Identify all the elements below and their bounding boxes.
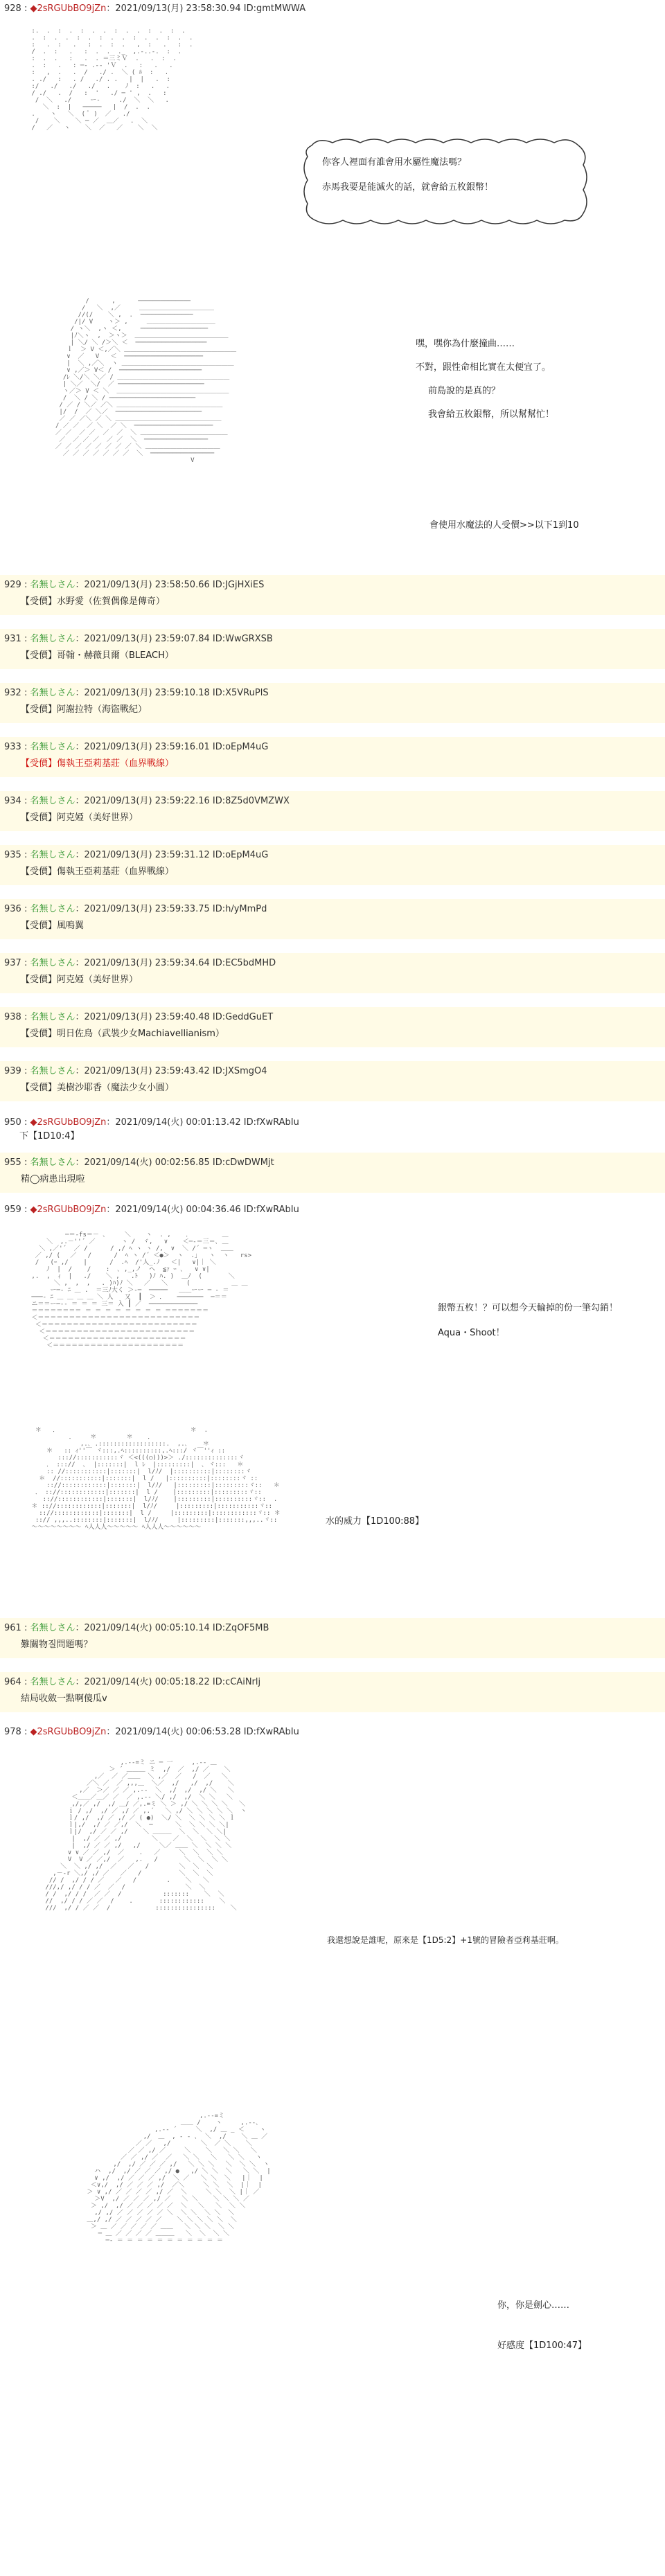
poster-name[interactable]: 名無しさん — [30, 1157, 76, 1168]
dialogue-line: 銀幣五枚！？可以想今天輪掉的份一筆勾銷！ — [438, 1303, 619, 1313]
reply-body: 【受價】明日佐鳥（武裝少女Machiavellianism） — [21, 1029, 224, 1039]
reply-body: 結局收斂一點啊傻瓜v — [21, 1694, 107, 1704]
reply-block: 961 : 名無しさん：2021/09/14(火) 00:05:10.14 ID:ZqOF5MB 難關物질問題嗎？ — [0, 1618, 665, 1658]
poster-name[interactable]: 名無しさん — [30, 796, 76, 806]
ascii-art: :. . : . : . . : . . : . : . . : . . : . : . . : . . : . . : . : . : . : . , : . : . / . : . : . . ._ ,.-..-. : . : . . : . . ＝三ミＶ . . : . . : . : ─‐ .-‐ 'Ｖ . : . . : , . . / ./ . ＼ ( ﾙ : . . ./ : . / ./ . . | | . : :/ ./ ./ ./ . ﾉ : . . / ./ . / : ' ./ ─ ' , . : / ＼ ./ ー‐ ./ ＼ ＼ . ＼ : | ───── | / . . . ヽ ＼ ( ﾟ ) ／ ./ / ＼ ＼ ─ ／ ＿／ . ＼ / ／ ヽ ＼ ／ ／ ＼ ＼ — [31, 28, 193, 132]
ascii-art: ─＝‐fs＝－ ､ ＼ ヽ . , ． ＿ ＼ ,.－''´ ／ ヽ / ヾ, ∨ ＜─‐＝三＝､ ＿ ＼ ,／'´ ／ / / ,/ ﾍ ヽ ヽ /, ∨ ＼ /´ ─ヽ ＿＿ ／ ,/ ( ／ / / ﾍ ヽ /´ ＜●＞ ヽ .｣ ヽ ヽ rs> / (ｰ ,/ | / .ﾍ /'人_.ﾉ ＜| ∨|｜ ＼ ﾉ | / / : ､ ,_,ノ ヘ ≦ｧ ｰ ､ ∨ ∨| ,. , ｨ | ./ ＼ , .ﾄ )ﾉ ﾊ. ) ＿ﾉ ( ＼ ＼ , , , . )ﾊ)ﾉ ＼ ／ ＼ ( ＿ ＿ ー─‐ ﾆ ＿ . ＝三ﾉ大く ＞-─ ───── ＿＿ーー ─ ‐ ＝ ───‐ ﾆ ＿ ＿ ＿ ＿ ＼ 人 又 ┃ ＞ ． ─────── ─＝＝ ニ＝＝ー─‐‐ ＝ ＝ ＝ 三＝ 入 ┃ ／ ───────────── ＝＝＝＝＝＝＝＝ ＝ ＝ ＝ ＝ ＝ ＝ ＝ ＝ ＝＝＝＝＝＝＝ ＜＝＝＝＝＝＝＝＝＝＝＝＝＝＝＝＝＝＝＝＝＝＝＝＝＝＝ ＜＝＝＝＝＝＝＝＝＝＝＝＝＝＝＝＝＝＝＝＝＝＝＝＝＝ ＜＝＝＝＝＝＝＝＝＝＝＝＝＝＝＝＝＝＝＝＝＝＝＝＝ ＜＝＝＝＝＝＝＝＝＝＝＝＝＝＝＝＝＝＝＝＝＝＝ ＜＝＝＝＝＝＝＝＝＝＝＝＝＝＝＝＝＝＝＝＝＝ — [31, 1232, 251, 1349]
reply-body: 【受價】美樹沙耶香（魔法少女小圓） — [21, 1083, 175, 1093]
poster-name[interactable]: ◆2sRGUbBO9jZn — [30, 3, 107, 14]
dialogue-line: 不對，跟性命相比實在太便宜了。 — [416, 362, 551, 373]
reply-block: 937 : 名無しさん：2021/09/13(月) 23:59:34.64 ID:EC5bdMHD 【受價】阿克婭（美好世界） — [0, 953, 665, 993]
reply-block: 935 : 名無しさん：2021/09/13(月) 23:59:31.12 ID:oEpM4uG 【受價】傷執王亞莉基莊（血界戰線） — [0, 845, 665, 885]
poster-name[interactable]: 名無しさん — [30, 904, 76, 914]
post-meta: ：2021/09/13(月) 23:58:30.94 ID:gmtMWWA — [106, 3, 306, 14]
dialogue-line: 嘿，嘿你為什麼撞曲…… — [416, 339, 515, 349]
reply-block: 934 : 名無しさん：2021/09/13(月) 23:59:22.16 ID:8Z5d0VMZWX 【受價】阿克婭（美好世界） — [0, 791, 665, 831]
dialogue-line: 水的威力【1D100:88】 — [326, 1516, 425, 1527]
poster-name[interactable]: 名無しさん — [30, 1623, 76, 1633]
poster-name[interactable]: 名無しさん — [30, 1066, 76, 1076]
poster-name[interactable]: ◆2sRGUbBO9jZn — [30, 1205, 107, 1215]
ascii-art: ,.-‐=ミ ＿＿ / ヽ ,.‐-､ ,.-‐ ´ ＼ ,/ ＿ _ ＜ ヽ ,/ ＿ , ‐ ‐ ､ ＼ ,/ ＼ ＿ ／ ／ ／ ,/ ＼ ／ ＼ ＼ ／ ／ ,/ ／ ＼ ＼ ＼ ＼ ＼ ／ ／ ,/ ／ ／ ＼ ＼ ＼ ＼ ＼ ヽ ,/ ,/ ／ ／ ／ ,/ ＼ ＼ ＼ ＼ ＼ ＼ ヽ ハ ,/ ,/ ／ ／ ／ ,/ ● ,/ ＼ ＼ ＼ ＼ ＼ | ∨ ,/ ,/ ／ ／ ／ ,/ ＼ ／ ＼ ＼ ＼ |｜ | ＜∨,/ ,/ ／ ／ ／ ,/ ／＼ ＼ ＼ ＼ |｜ | ＞ ∨ ,/ ／ ／ ／ ／ ,/ ／ ＼ ＼ ＼ ＼ |｜ ／ ＞V ,/ ／ ／ ／ ,/ ／ ＼ ＼ ＼ ＼ ＼ ／ ＞ ,/ ,/ ／ ／ ／ ／ ／ ＼ ＼ ＼ ＼ ＼ ,/ ,/ ／ ／ ／ ／ ／ ＼ ＼ ＼ ＼ ＼ ＼ ＿,/ ,/ ／ ／ ／ ／ ／ ＼ ＼ ＼ ＼ ＼ ＼ ＞ ＿ ／ ／ ／ ／ ／ ＿＿ ＼ ＼ ＼ ＼ ＼ ─ ＿ ／ ／ ／ ／ ＿＿＿ ＼ ＼ ＼ ＼ ─‐ ＝ ＝ ＝ ＝ ＝ ＝ ＝ ＝ ＝ ＝ ＝ — [87, 2113, 271, 2244]
dialogue-line: 我還想說是誰呢，原來是【1D5:2】+1號的冒險者亞莉基莊啊。 — [327, 1935, 564, 1945]
reply-body: 【受價】傷執王亞莉基莊（血界戰線） — [21, 867, 175, 877]
dialogue-line: 好感度【1D100:47】 — [497, 2340, 587, 2351]
reply-block: 936 : 名無しさん：2021/09/13(月) 23:59:33.75 ID:h/yMmPd 【受價】風鳴翼 — [0, 899, 665, 939]
bubble-line-1: 你客人裡面有誰會用水屬性魔法嗎？ — [322, 157, 467, 168]
ascii-art: / , ────────────── / ＼ ,／ ＿＿＿＿＿＿＿＿＿＿＿＿ //(/ ＼ , . ────────────── /|/ V ヽ＞ , ＿＿＿＿＿＿＿＿＿＿＿ / ヽ＼ ,ヽ ＜, ────────────────── |ﾉ＼ヽ , ＞ヽ＞ ＿＿＿＿＿＿＿＿＿＿＿＿＿＿＿ | ＼/ ＼ /＞＼ ＜ ─────────────────── ｌ ＞ V ＜,／＼ ＿＿＿＿＿＿＿＿＿＿＿＿＿＿＿＿＿＿ ∨ ／ V ＜ ───────────────────── | ＼ ,／＼ ヽ ＿＿＿＿＿＿＿＿＿＿＿＿＿＿＿＿＿＿ ∨ ,／＞ V＜ / ────────────────────── /ﾚ ＼/＼ ＼／ / ＿＿＿＿＿＿＿＿＿＿＿＿＿＿＿＿＿＿ | ＼／ ＼/ ／ ─────────────────────── ヽ／＞ V ＜ ＼ ＿＿＿＿＿＿＿＿＿＿＿＿＿＿＿＿＿＿ / ＼ / ＼ / ─────────────────────── / ／ / ＼／ ／＼ ＿＿＿＿＿＿＿＿＿＿＿＿＿＿＿＿＿ |/ / ／ ＼／ ─────────────────────── ／ ／ ／＼ ／ ＼ ＿＿＿＿＿＿＿＿＿＿＿＿＿＿＿＿＿ / ／ ／ ／ ＼ ／ ＼ ───────────────────── ／ ／ ／ ／ ／ ／ ＼ ＿＿＿＿＿＿＿＿＿＿＿＿＿＿ ／ ／ ／ ／ ／ ／ ＼ ───────────────── ／ ／ ／ ／ ／ ／ ／ ／ ＼ ＿＿＿＿＿＿＿＿＿＿＿＿ ／ ／ ／ ／ ／ ／ ／ ＼ ───────────────── V — [55, 298, 237, 464]
reply-block: 938 : 名無しさん：2021/09/13(月) 23:59:40.48 ID:GeddGuET 【受價】明日佐鳥（武裝少女Machiavellianism） — [0, 1007, 665, 1047]
post-header: 959 : ◆2sRGUbBO9jZn：2021/09/14(火) 00:04:36.46 ID:fXwRAbIu — [4, 1205, 299, 1215]
poster-name[interactable]: 名無しさん — [30, 958, 76, 968]
poster-name[interactable]: ◆2sRGUbBO9jZn — [30, 1727, 107, 1737]
post-header: 978 : ◆2sRGUbBO9jZn：2021/09/14(火) 00:06:53.28 ID:fXwRAbIu — [4, 1727, 299, 1737]
reply-body: 精◯病患出現啦 — [21, 1174, 85, 1184]
ascii-art: ＊ ． ＊ . ． ＊ ＊ ． ,.､ .::::::::::::::::::. ,.､ ＊ ＊ :: ｨ''￣ ヾ:::,.ﾍ::::::::::,.ﾍ:::/ ヾ￣''ｨ :: ::://:::::::::::ヾ ＜<(((○)))>＞ ./::::::::::::::ヾ ． :::// ､ |:::::::| l ﾚ |:::::::::| ､ ヾ::: ＊ :: //:::::::::::|:::::::| l/ﾉ/ |::::::::::|::::::::ヾ ＊ //:::::::::::|:::::::| l / |::::::::::|::::::::ヾ :: :://::::::::::::|:::::::| l/ﾉ/ |:::::::::|:::::::::ヾ:: ＊ ． :://::::::::::::|:::::::| l / |:::::::::|:::::::::ヾ:: :://::::::::::::|:::::::| l/ﾉ/ |:::::::::|::::::::::ヾ:: . ＊ :://::::::::::::|:::::::| l/ﾉ/ |:::::::::|:::::::::::ヾ:: :://::::::::::::|:::::::| l / |:::::::::|::::::::::::ヾ:: ＊ ::// ,,,..::::::::|:::::::| l/ﾉ/ |:::::::::|:::::::,,,..ヾ:: ～～～～～～～～ ﾍ人人人～～～～～ ﾍ人人人～～～～～～ — [31, 1427, 281, 1531]
reply-block: 932 : 名無しさん：2021/09/13(月) 23:59:10.18 ID:X5VRuPlS 【受價】阿謝拉特（海盜戰紀） — [0, 683, 665, 723]
reply-block: 929 : 名無しさん：2021/09/13(月) 23:58:50.66 ID:JGjHXiES 【受價】水野愛（佐賀偶像是傳奇） — [0, 575, 665, 615]
reply-body: 難關物질問題嗎？ — [21, 1640, 93, 1650]
reply-block: 933 : 名無しさん：2021/09/13(月) 23:59:16.01 ID:oEpM4uG 【受價】傷執王亞莉基莊（血界戰線） — [0, 737, 665, 777]
dialogue-line: 前島說的是真的？ — [428, 386, 501, 396]
post-body: 下【1D10:4】 — [19, 1131, 80, 1142]
poster-name[interactable]: 名無しさん — [30, 850, 76, 860]
reply-body: 【受價】哥翰・赫薇貝爾（BLEACH） — [21, 650, 174, 661]
poster-name[interactable]: 名無しさん — [30, 742, 76, 752]
poster-name[interactable]: 名無しさん — [30, 688, 76, 698]
post-header: 928 : ◆2sRGUbBO9jZn：2021/09/13(月) 23:58:30.94 ID:gmtMWWA — [4, 3, 306, 14]
poster-name[interactable]: 名無しさん — [30, 1677, 76, 1687]
dialogue-line: 我會給五枚銀幣，所以幫幫忙！ — [428, 409, 555, 420]
dialogue-line: 你，你是劍心…… — [497, 2300, 570, 2311]
poster-name[interactable]: 名無しさん — [30, 580, 76, 590]
reply-body: 【受價】風鳴翼 — [21, 921, 85, 931]
poster-name[interactable]: 名無しさん — [30, 634, 76, 644]
reply-block: 931 : 名無しさん：2021/09/13(月) 23:59:07.84 ID:WwGRXSB 【受價】哥翰・赫薇貝爾（BLEACH） — [0, 629, 665, 669]
dialogue-line: Aqua・Shoot！ — [438, 1328, 505, 1338]
bubble-line-2: 赤馬我要是能滅火的話，就會給五枚銀幣！ — [322, 182, 494, 193]
dialogue-line: 會使用水魔法的人受價>>以下1到10 — [429, 520, 579, 531]
reply-body: 【受價】阿克婭（美好世界） — [21, 812, 139, 823]
reply-body: 【受價】阿謝拉特（海盜戰紀） — [21, 704, 148, 715]
reply-block: 939 : 名無しさん：2021/09/13(月) 23:59:43.42 ID:JXSmgO4 【受價】美樹沙耶香（魔法少女小圓） — [0, 1061, 665, 1101]
reply-block: 964 : 名無しさん：2021/09/14(火) 00:05:18.22 ID:cCAiNrlj 結局收斂一點啊傻瓜v — [0, 1672, 665, 1712]
post-header: 950 : ◆2sRGUbBO9jZn：2021/09/14(火) 00:01:13.42 ID:fXwRAbIu — [4, 1117, 299, 1128]
reply-block: 955 : 名無しさん：2021/09/14(火) 00:02:56.85 ID:cDwDWMjt 精◯病患出現啦 — [0, 1153, 665, 1193]
poster-name[interactable]: 名無しさん — [30, 1012, 76, 1022]
ascii-art: ,.-‐=ミ ニ ─ 一 ,.-‐ ＿ ＞ ´ ＿＿＿ ミ ,/ ／ ,/ ／ ＼ ,／ ／ ／＿＿ ＼ ,／ ／ / ／ ＼ ／＼ ／ ／ ,,,＿ ＼／ ,/ ,/ ,/ ＼ ,／ ＞／ ／ ／ ,.-‐ ＼ ,/ ,/ ,/ ＼ ＼ ＜＿＿／＿／ ／ ／ ,.-‐ ＼/ ,/ ,/ ＼ ＼ ＼ ,/,／ ,/ ,/ ＿/ ／,.=ミ ＼ ＞ ,/ ＼ ＼ ＼ ＼ ＼ ｉ / ,/ ,/ ／ ,/ ／ ,.´ ＼ ,/ ＼ ＼ ＼ ＼ ＼ ヽ ｌ/ ,/ ,/ ／ ,/ ／ ( ●) ＼/ ＼ ＼ ＼ ＼ ＼ ｌ ｌ|,/ ,/ ／ ／,/ ＼ ─ ＼ ＼ ＼ ＼ ＼| ｌ|/ ,/ ／ ／ ,/ ＼ ＿＿＿ ＼ ＼ ＼ ＼| | ,/ ／ ／ ,/ ＼ ／ ＼ ＼ ＼ ＼ | ,/ ／ ／ ,/ ,/ ＼／ ＿＿ ＼ ＼ ＼ ＼ ∨ ∨ ／ ／ ,/ ／ . ／ ＼ ＼ ＼ ＼ V V ／ ／,/ ／ ,. / ＼ ＼ ＼ ＼ ＼ ＼ ,/ ,/ ／ ／ / ＼ ＼ ＼ ,－‐r ＼,/ ,/ ／ ／ / ＼ ＼ ＼ // / ,/ / / ／ ／ / . ＼ ＼ ///,/ ,/ / / ／ ／ / ＼ ＼ / / ,/ / / ／ ／ / ::::::: ＼ ＼ // ,/ / / ／ ／ / . :::::::::::: ＼ /// ,/ / ／ ／ / :::::::::::::::: ＼ — [45, 1759, 247, 1912]
poster-name[interactable]: ◆2sRGUbBO9jZn — [30, 1117, 107, 1128]
reply-body: 【受價】傷執王亞莉基莊（血界戰線） — [21, 758, 175, 769]
reply-body: 【受價】水野愛（佐賀偶像是傳奇） — [21, 596, 166, 607]
reply-body: 【受價】阿克婭（美好世界） — [21, 975, 139, 985]
